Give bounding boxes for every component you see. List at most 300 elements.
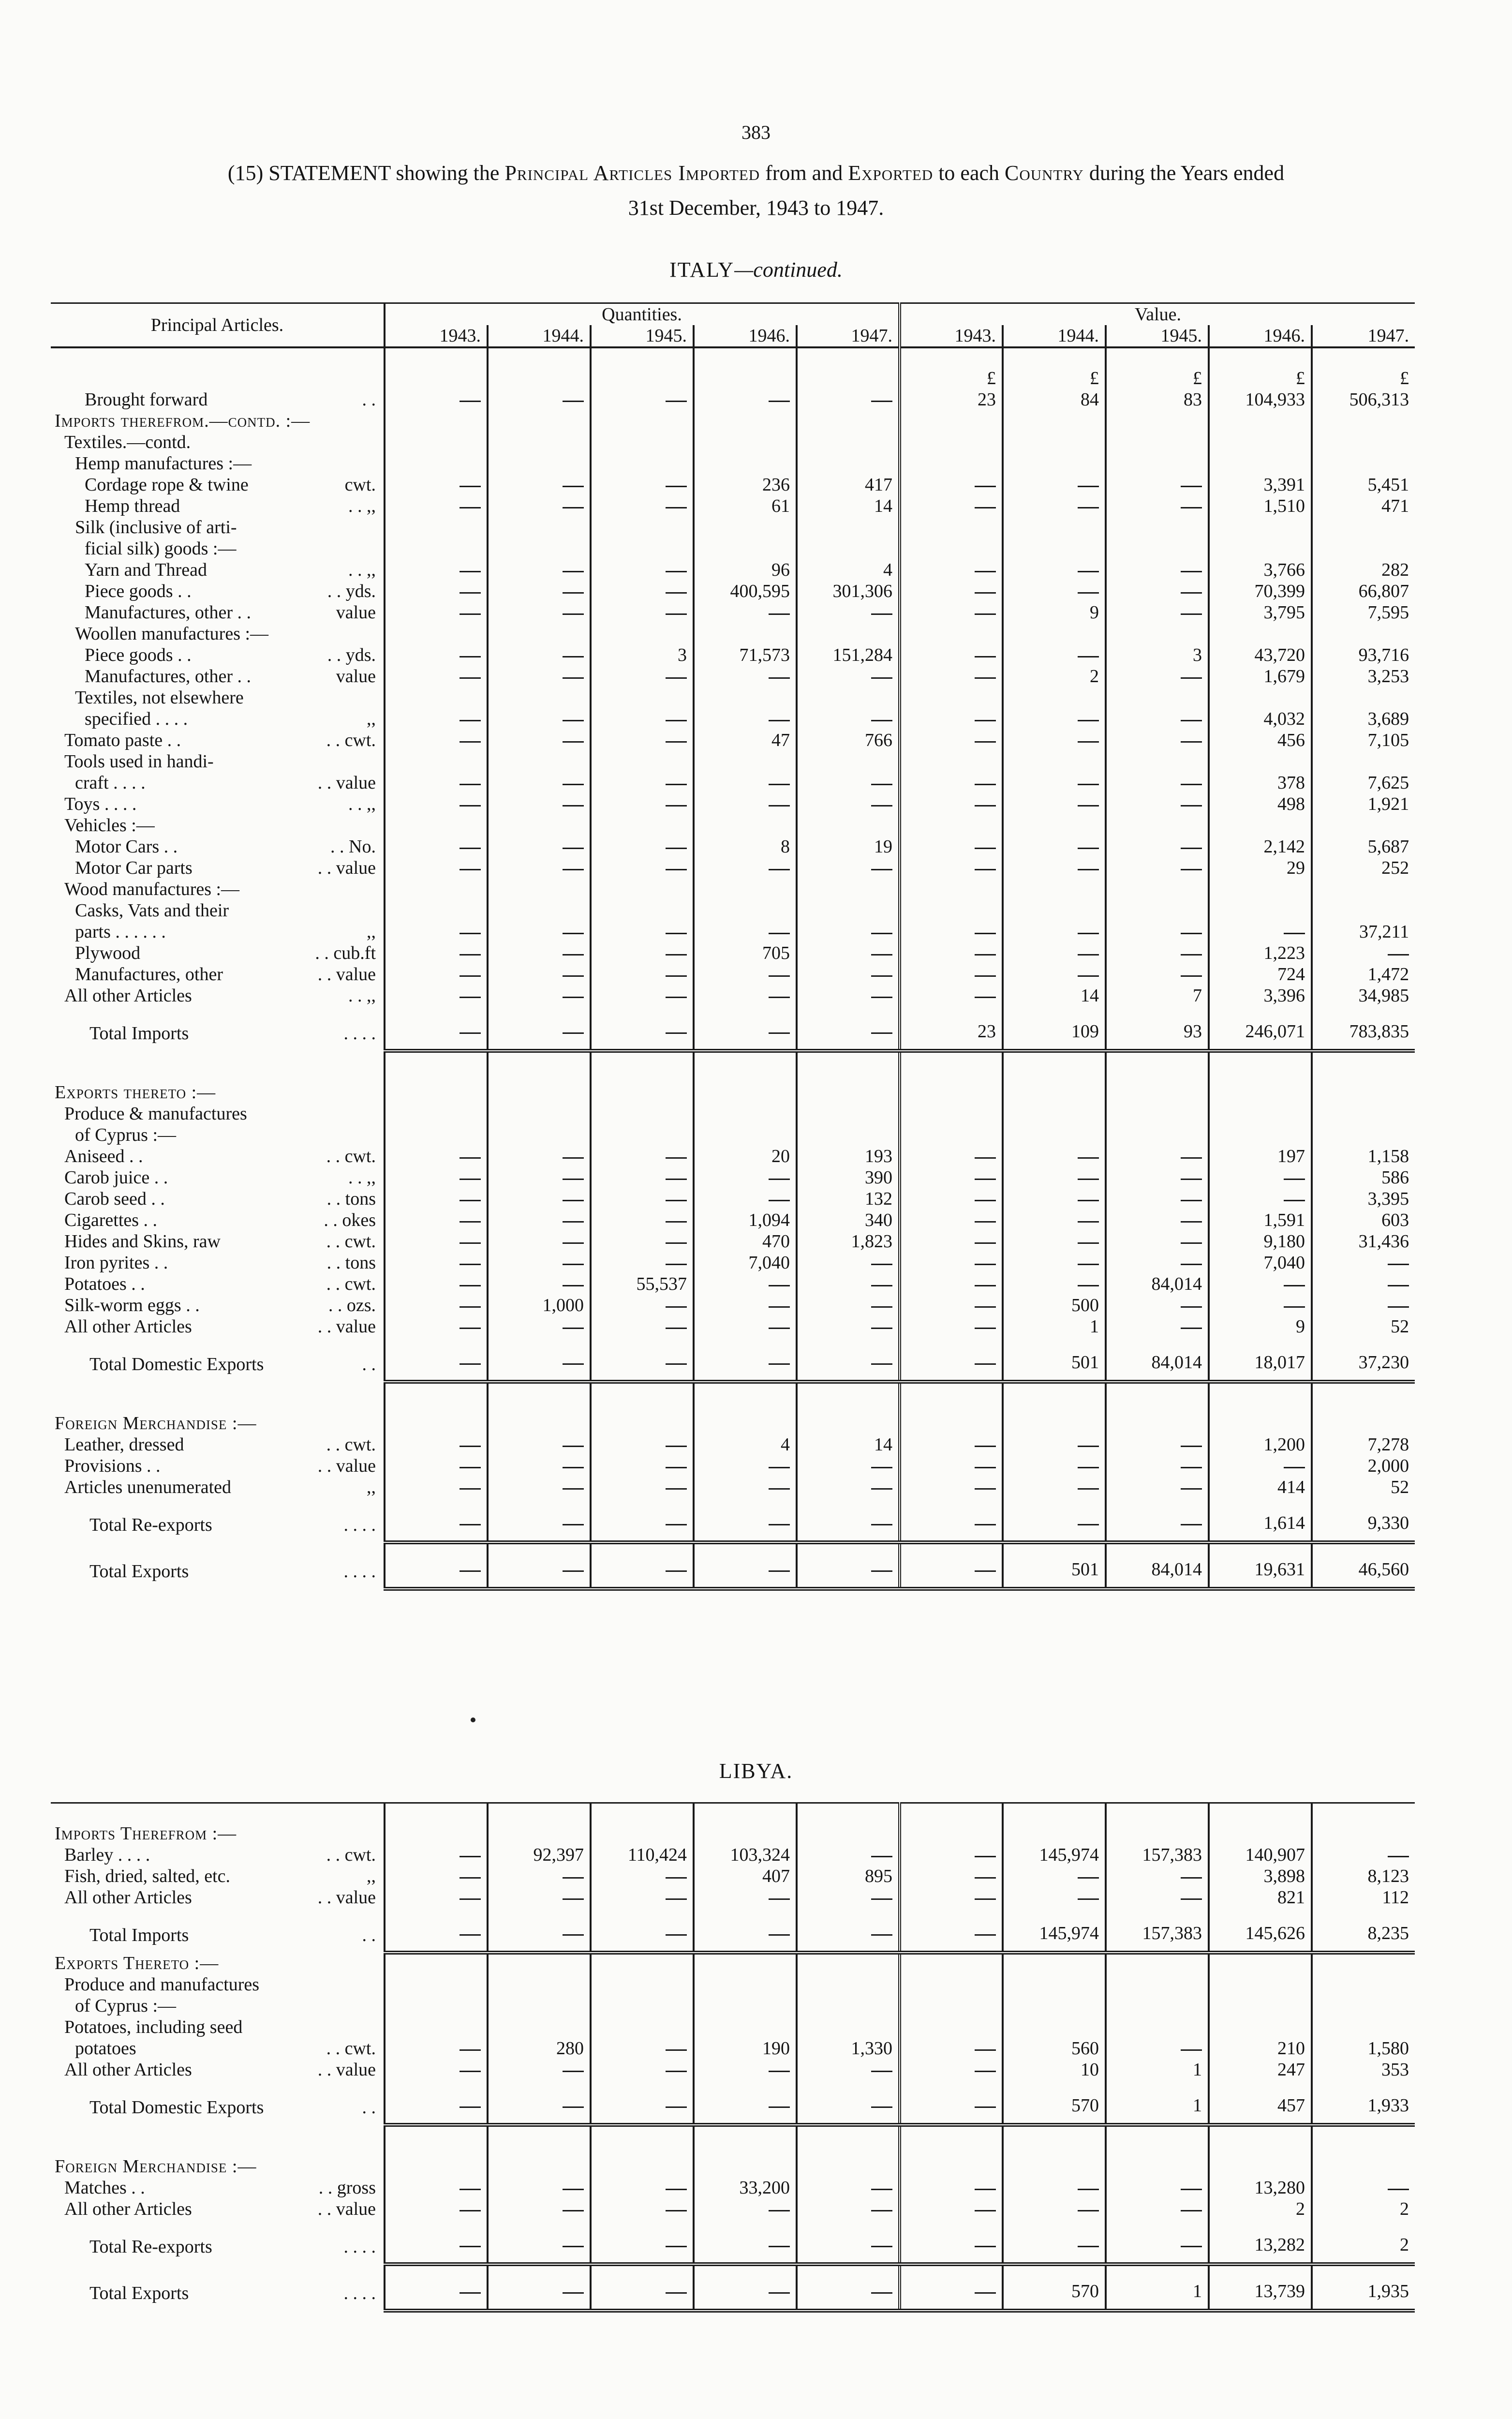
dash-cell — [900, 602, 1003, 623]
dash-mark — [1181, 2210, 1202, 2211]
dash-cell — [694, 1295, 797, 1316]
dash-cell — [797, 985, 900, 1006]
article-unit: . . gross — [318, 2178, 376, 2198]
dash-mark — [1078, 1242, 1099, 1244]
dash-mark — [460, 656, 481, 657]
article-unit: . . cwt. — [326, 2038, 376, 2059]
dash-cell — [488, 1477, 591, 1498]
row-label-cell — [51, 730, 385, 751]
value-year-header: 1945. — [1106, 325, 1209, 347]
dash-mark — [563, 1242, 584, 1244]
dash-cell — [797, 2080, 900, 2125]
value-cell: 9,330 — [1312, 1498, 1415, 1542]
table-row — [51, 2177, 1415, 2198]
dash-cell — [1003, 772, 1106, 793]
dash-cell — [385, 389, 488, 410]
dash-cell — [900, 474, 1003, 495]
dash-mark — [460, 2106, 481, 2108]
value-cell: 46,560 — [1312, 1542, 1415, 1589]
dash-cell — [488, 964, 591, 985]
dash-cell — [591, 1866, 694, 1887]
dash-mark — [460, 486, 481, 487]
dash-mark — [975, 1285, 996, 1286]
dash-cell — [900, 1337, 1003, 1382]
value-cell: 7,105 — [1312, 730, 1415, 751]
dash-mark — [769, 869, 790, 870]
article-name: Cordage rope & twine — [85, 475, 249, 495]
dash-mark — [975, 1524, 996, 1525]
value-cell: 1,158 — [1312, 1146, 1415, 1167]
dash-mark — [1181, 784, 1202, 785]
dash-cell — [1106, 942, 1209, 964]
dash-cell — [591, 985, 694, 1006]
dash-cell — [1106, 1146, 1209, 1167]
dash-cell — [488, 1316, 591, 1337]
dash-mark — [1078, 869, 1099, 870]
value-cell: 506,313 — [1312, 389, 1415, 410]
dash-cell — [900, 1188, 1003, 1210]
dash-cell — [1106, 1477, 1209, 1498]
row-label-cell — [51, 921, 385, 942]
article-name: Yarn and Thread — [85, 560, 207, 580]
dash-mark — [975, 1898, 996, 1900]
dash-mark — [871, 677, 892, 679]
dash-mark — [769, 613, 790, 615]
dash-mark — [975, 1328, 996, 1329]
dash-mark — [1078, 1157, 1099, 1159]
table-row — [51, 730, 1415, 751]
currency-symbol: £ — [900, 368, 1003, 389]
section-heading: ficial silk) goods :— — [85, 538, 237, 559]
dash-mark — [1078, 1877, 1099, 1879]
value-cell: 93,716 — [1312, 644, 1415, 666]
article-unit: . . cub.ft — [315, 943, 376, 963]
quantity-year-header: 1946. — [694, 325, 797, 347]
dash-mark — [1284, 933, 1305, 934]
dash-cell — [1106, 1455, 1209, 1477]
dash-cell — [591, 1231, 694, 1252]
dash-cell — [1003, 964, 1106, 985]
dash-cell — [900, 1316, 1003, 1337]
value-cell: 783,835 — [1312, 1006, 1415, 1051]
dash-cell — [488, 581, 591, 602]
value-cell: 43,720 — [1209, 644, 1312, 666]
dash-mark — [460, 2292, 481, 2294]
value-cell: 14 — [797, 1434, 900, 1455]
dash-cell — [797, 2059, 900, 2080]
dash-mark — [1181, 1898, 1202, 1900]
dash-mark — [871, 1328, 892, 1329]
dash-cell — [900, 1887, 1003, 1908]
dash-cell — [694, 2220, 797, 2264]
dash-mark — [1181, 1488, 1202, 1490]
dash-cell — [694, 1273, 797, 1295]
dash-mark — [563, 1264, 584, 1265]
dash-mark — [1078, 1524, 1099, 1525]
dash-cell — [488, 857, 591, 879]
dash-mark — [769, 1363, 790, 1365]
dash-mark — [666, 1032, 687, 1034]
table-row — [51, 602, 1415, 623]
section-heading: Casks, Vats and their — [75, 900, 229, 921]
value-cell: 1,094 — [694, 1210, 797, 1231]
dash-cell — [385, 772, 488, 793]
dash-mark — [666, 1363, 687, 1365]
article-name: Hides and Skins, raw — [64, 1231, 221, 1252]
dash-mark — [769, 1032, 790, 1034]
value-cell: 19 — [797, 836, 900, 857]
dash-cell — [488, 1337, 591, 1382]
section-heading-row — [51, 687, 1415, 708]
table-row — [51, 1188, 1415, 1210]
dash-mark — [666, 1446, 687, 1447]
article-unit: . . . . — [343, 2237, 376, 2257]
dash-mark — [666, 1877, 687, 1879]
dash-mark — [1181, 1179, 1202, 1180]
row-label-cell — [51, 1316, 385, 1337]
dash-mark — [666, 2189, 687, 2190]
dash-cell — [694, 2059, 797, 2080]
dash-mark — [666, 2292, 687, 2294]
dash-mark — [1078, 2246, 1099, 2247]
value-cell: 1 — [1106, 2264, 1209, 2311]
value-cell: 7,278 — [1312, 1434, 1415, 1455]
article-name: All other Articles — [64, 1316, 192, 1337]
dash-mark — [1078, 1488, 1099, 1490]
value-cell: 1,510 — [1209, 495, 1312, 517]
article-name: All other Articles — [64, 1887, 192, 1908]
dash-mark — [871, 1570, 892, 1572]
section-heading-row — [51, 2016, 1415, 2038]
dash-mark — [460, 805, 481, 806]
dash-cell — [591, 964, 694, 985]
dash-cell — [1209, 1455, 1312, 1477]
value-cell: 1,933 — [1312, 2080, 1415, 2125]
dash-mark — [1078, 848, 1099, 849]
dash-mark — [1078, 720, 1099, 721]
value-cell: 9,180 — [1209, 1231, 1312, 1252]
dash-mark — [460, 975, 481, 977]
table-row — [51, 921, 1415, 942]
dash-mark — [666, 401, 687, 402]
dash-cell — [694, 1167, 797, 1188]
dash-mark — [769, 933, 790, 934]
dash-cell — [591, 2198, 694, 2220]
value-cell: 247 — [1209, 2059, 1312, 2080]
dash-cell — [694, 1542, 797, 1589]
article-name: Provisions . . — [64, 1456, 161, 1476]
section-heading: Foreign Merchandise :— — [55, 1413, 257, 1433]
dash-mark — [1181, 1157, 1202, 1159]
dash-cell — [900, 1295, 1003, 1316]
dash-cell — [1106, 1887, 1209, 1908]
dash-mark — [871, 720, 892, 721]
dash-mark — [460, 1467, 481, 1468]
dash-mark — [666, 1467, 687, 1468]
article-unit: . . value — [317, 1456, 376, 1476]
row-label-cell — [51, 2220, 385, 2264]
top-gap-row — [51, 347, 1415, 368]
article-name: potatoes — [75, 2038, 136, 2059]
heading-line-2: 31st December, 1943 to 1947. — [628, 196, 884, 220]
value-cell: 3 — [1106, 644, 1209, 666]
dash-mark — [1388, 1285, 1409, 1286]
total-row — [51, 2220, 1415, 2264]
article-unit: . . yds. — [327, 581, 376, 601]
dash-mark — [1078, 656, 1099, 657]
dash-cell — [900, 2177, 1003, 2198]
article-unit: . . value — [317, 1887, 376, 1908]
article-unit: . . ,, — [348, 794, 376, 814]
dash-mark — [975, 954, 996, 956]
row-label-cell — [51, 1146, 385, 1167]
dash-mark — [563, 2246, 584, 2247]
dash-cell — [900, 2059, 1003, 2080]
dash-mark — [563, 1877, 584, 1879]
dash-mark — [666, 1179, 687, 1180]
table-row — [51, 666, 1415, 687]
dash-cell — [900, 1252, 1003, 1273]
dash-cell — [900, 1498, 1003, 1542]
row-label-cell — [51, 1252, 385, 1273]
table-row — [51, 581, 1415, 602]
row-label-cell — [51, 644, 385, 666]
dash-cell — [591, 1887, 694, 1908]
dash-cell — [900, 2264, 1003, 2311]
dash-mark — [1078, 1446, 1099, 1447]
dash-cell — [797, 964, 900, 985]
dash-mark — [460, 2049, 481, 2051]
dash-mark — [460, 1179, 481, 1180]
value-cell: 84,014 — [1106, 1273, 1209, 1295]
article-name: Fish, dried, salted, etc. — [64, 1866, 230, 1886]
dash-mark — [460, 1488, 481, 1490]
dash-cell — [385, 644, 488, 666]
dash-mark — [1181, 954, 1202, 956]
dash-cell — [385, 1006, 488, 1051]
dash-cell — [591, 602, 694, 623]
dash-cell — [591, 1167, 694, 1188]
dash-cell — [591, 1188, 694, 1210]
dash-cell — [591, 559, 694, 581]
value-cell: 1,921 — [1312, 793, 1415, 815]
dash-cell — [694, 1455, 797, 1477]
dash-cell — [797, 1316, 900, 1337]
dash-cell — [900, 1434, 1003, 1455]
dash-mark — [563, 954, 584, 956]
section-heading-row — [51, 1082, 1415, 1103]
dash-cell — [694, 1908, 797, 1953]
dash-cell — [488, 2059, 591, 2080]
article-name: Toys . . . . — [64, 794, 137, 814]
dash-cell — [1106, 581, 1209, 602]
dash-mark — [769, 1179, 790, 1180]
dash-mark — [666, 975, 687, 977]
dash-cell — [1106, 964, 1209, 985]
value-cell: 1,591 — [1209, 1210, 1312, 1231]
row-label-cell — [51, 2059, 385, 2080]
dash-mark — [1181, 1264, 1202, 1265]
article-unit: . . value — [317, 858, 376, 878]
dash-cell — [488, 1146, 591, 1167]
dash-cell — [1312, 942, 1415, 964]
currency-symbol: £ — [1003, 368, 1106, 389]
dash-mark — [975, 848, 996, 849]
value-cell: 586 — [1312, 1167, 1415, 1188]
dash-cell — [1106, 495, 1209, 517]
row-label-cell — [51, 1477, 385, 1498]
dash-mark — [1078, 571, 1099, 572]
dash-cell — [694, 2264, 797, 2311]
dash-mark — [871, 2071, 892, 2072]
value-cell: 301,306 — [797, 581, 900, 602]
row-label-cell — [51, 942, 385, 964]
article-name: All other Articles — [64, 2060, 192, 2080]
dash-mark — [1388, 1306, 1409, 1308]
dash-mark — [975, 486, 996, 487]
dash-cell — [1106, 1434, 1209, 1455]
table-row — [51, 1210, 1415, 1231]
dash-mark — [975, 1306, 996, 1308]
dash-mark — [769, 1934, 790, 1936]
table-row — [51, 1295, 1415, 1316]
dash-mark — [871, 2189, 892, 2190]
dash-cell — [1106, 666, 1209, 687]
dash-cell — [488, 1273, 591, 1295]
dash-mark — [666, 613, 687, 615]
section-heading-row — [51, 453, 1415, 474]
value-cell: 246,071 — [1209, 1006, 1312, 1051]
dash-mark — [975, 997, 996, 998]
value-cell: 20 — [694, 1146, 797, 1167]
dash-mark — [563, 2292, 584, 2294]
total-row — [51, 1908, 1415, 1953]
dash-mark — [666, 1934, 687, 1936]
table-row — [51, 2059, 1415, 2080]
dash-mark — [460, 1306, 481, 1308]
value-cell: 407 — [694, 1866, 797, 1887]
dash-cell — [900, 559, 1003, 581]
value-cell: 157,383 — [1106, 1908, 1209, 1953]
dash-mark — [1181, 869, 1202, 870]
row-label-cell — [51, 666, 385, 687]
dash-cell — [1003, 942, 1106, 964]
dash-mark — [563, 869, 584, 870]
dash-mark — [666, 2246, 687, 2247]
section-heading-row — [51, 432, 1415, 453]
dash-cell — [591, 836, 694, 857]
article-name: specified . . . . — [85, 709, 188, 729]
table-row — [51, 2038, 1415, 2059]
dash-cell — [591, 1434, 694, 1455]
table-row — [51, 942, 1415, 964]
value-cell: 2,000 — [1312, 1455, 1415, 1477]
value-cell: 470 — [694, 1231, 797, 1252]
dash-mark — [1181, 571, 1202, 572]
section-heading: Potatoes, including seed — [64, 2017, 243, 2037]
dash-cell — [385, 1477, 488, 1498]
dash-cell — [488, 2220, 591, 2264]
dash-cell — [797, 1844, 900, 1866]
dash-cell — [900, 1455, 1003, 1477]
dash-cell — [385, 666, 488, 687]
dash-cell — [694, 2198, 797, 2220]
dash-mark — [1078, 1264, 1099, 1265]
value-cell: 1,472 — [1312, 964, 1415, 985]
dash-mark — [1078, 2210, 1099, 2211]
dash-mark — [1078, 933, 1099, 934]
dash-cell — [385, 1316, 488, 1337]
dash-cell — [488, 793, 591, 815]
table-row — [51, 1455, 1415, 1477]
dash-mark — [460, 1570, 481, 1572]
article-unit: . . tons — [326, 1189, 376, 1209]
dash-cell — [694, 964, 797, 985]
dash-cell — [385, 1455, 488, 1477]
value-cell: 3,253 — [1312, 666, 1415, 687]
dash-cell — [1003, 730, 1106, 751]
dash-mark — [871, 1363, 892, 1365]
table-row — [51, 985, 1415, 1006]
row-label-cell — [51, 1295, 385, 1316]
row-label-cell — [51, 836, 385, 857]
value-cell: 400,595 — [694, 581, 797, 602]
dash-cell — [1209, 1167, 1312, 1188]
dash-mark — [769, 1488, 790, 1490]
dash-mark — [975, 2071, 996, 2072]
dash-cell — [900, 2220, 1003, 2264]
value-cell: 33,200 — [694, 2177, 797, 2198]
dash-cell — [1106, 2220, 1209, 2264]
value-cell: 5,687 — [1312, 836, 1415, 857]
section-heading: Foreign Merchandise :— — [55, 2156, 257, 2177]
dash-mark — [1078, 1179, 1099, 1180]
row-label-cell — [51, 857, 385, 879]
dash-mark — [975, 869, 996, 870]
dash-mark — [1181, 677, 1202, 679]
dash-cell — [1003, 1273, 1106, 1295]
dash-cell — [1003, 1455, 1106, 1477]
dash-mark — [1078, 1285, 1099, 1286]
dash-mark — [1078, 1200, 1099, 1201]
dash-cell — [1106, 921, 1209, 942]
dash-cell — [591, 1498, 694, 1542]
dash-cell — [385, 1887, 488, 1908]
dash-cell — [591, 2059, 694, 2080]
dash-mark — [871, 613, 892, 615]
value-cell: 282 — [1312, 559, 1415, 581]
value-cell: 84 — [1003, 389, 1106, 410]
dash-mark — [1181, 507, 1202, 508]
dash-mark — [1078, 954, 1099, 956]
dash-cell — [797, 708, 900, 730]
dash-mark — [563, 2189, 584, 2190]
libya-table-body — [51, 1803, 1415, 2311]
dash-cell — [488, 1908, 591, 1953]
row-label-cell — [51, 2080, 385, 2125]
value-cell: 13,282 — [1209, 2220, 1312, 2264]
article-unit: . . ,, — [348, 1167, 376, 1188]
dash-cell — [1106, 730, 1209, 751]
dash-mark — [1181, 1328, 1202, 1329]
dash-cell — [1106, 1866, 1209, 1887]
dash-cell — [1106, 2038, 1209, 2059]
dash-cell — [694, 921, 797, 942]
value-year-header: 1946. — [1209, 325, 1312, 347]
dash-mark — [1078, 741, 1099, 743]
dash-cell — [797, 1273, 900, 1295]
value-cell: 766 — [797, 730, 900, 751]
